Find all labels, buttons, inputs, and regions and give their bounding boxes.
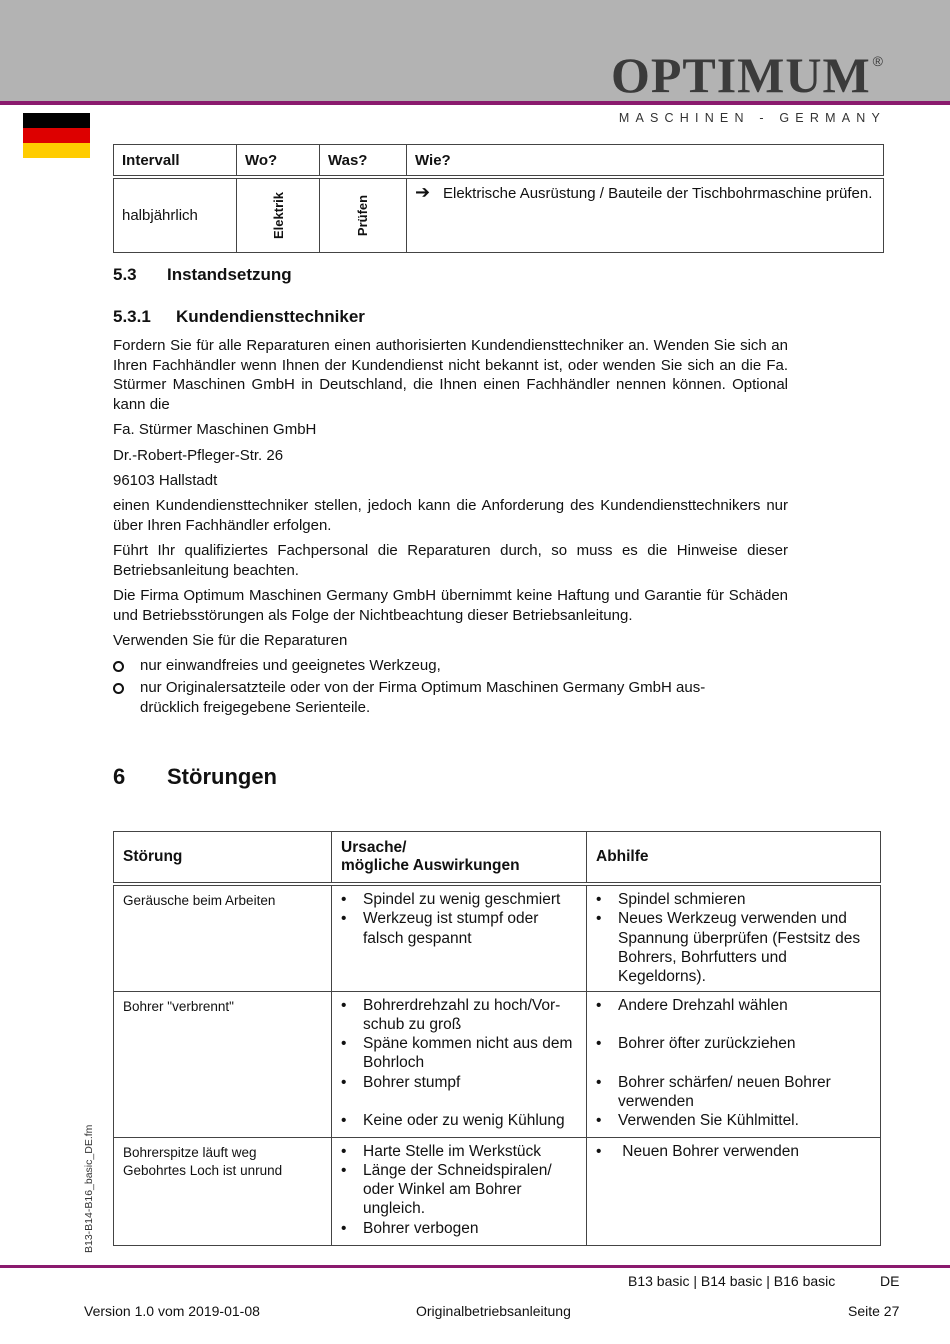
circle-bullet-icon: [113, 683, 124, 694]
cell-abhilfe: [587, 991, 881, 1137]
cell-ursache: [332, 884, 587, 991]
list-item: • Spindel schmieren: [596, 890, 871, 909]
footer-version: Version 1.0 vom 2019-01-08: [84, 1303, 260, 1319]
german-flag-icon: [23, 113, 90, 158]
circle-bullet-icon: [113, 661, 124, 672]
list-item: • Andere Drehzahl wählen: [596, 996, 871, 1015]
table-row: [114, 884, 881, 991]
col-header-was: Was?: [320, 145, 407, 178]
footer-language: DE: [880, 1273, 900, 1289]
page-number: Seite 27: [848, 1303, 900, 1319]
cell-ursache: [332, 1137, 587, 1245]
arrow-right-icon: ➔: [415, 182, 431, 202]
table-row: [114, 1137, 881, 1245]
cell-stoerung: Bohrerspitze läuft weg Gebohrtes Loch ist unrund: [114, 1137, 332, 1245]
paragraph-repairs: Verwenden Sie für die Reparaturen: [113, 632, 348, 649]
cell-intervall: halbjährlich: [114, 177, 237, 253]
file-name-label: B13-B14-B16_basic_DE.fm: [83, 1124, 95, 1253]
list-item: • Späne kommen nicht aus dem Bohrloch: [341, 1034, 577, 1073]
paragraph-technician: einen Kundendiensttechniker stellen, jedoch kann die Anforderung des Kundendiensttechnikers nur über Ihren Fachhändler erfolgen.: [113, 497, 788, 534]
cell-ursache: [332, 991, 587, 1137]
list-item: • Neues Werkzeug verwenden und Spannung überprüfen (Festsitz des Bohrers, Bohrfutters und Kegeldorns).: [596, 909, 871, 986]
list-item: • Spindel zu wenig geschmiert: [341, 890, 577, 909]
col-header-intervall: Intervall: [114, 145, 237, 178]
section-heading-5-3-1: 5.3.1 Kundendiensttechniker: [113, 307, 365, 326]
list-item: • Bohrer verbogen: [341, 1219, 577, 1238]
list-item: • Bohrer stumpf: [341, 1073, 577, 1092]
fault-table: [113, 831, 881, 1246]
cell-wo: Elektrik: [237, 177, 320, 253]
list-item: • Keine oder zu wenig Kühlung: [341, 1111, 577, 1130]
col-header-ursache: Ursache/ mögliche Auswirkungen: [332, 832, 587, 885]
list-item: • Harte Stelle im Werkstück: [341, 1142, 577, 1161]
list-item: • Verwenden Sie Kühlmittel.: [596, 1111, 871, 1130]
brand-subtitle: MASCHINEN - GERMANY: [618, 111, 886, 125]
list-item: • Werkzeug ist stumpf oder falsch gespannt: [341, 909, 577, 948]
cell-stoerung: Geräusche beim Arbeiten: [114, 884, 332, 991]
section-heading-6: 6 Störungen: [113, 764, 277, 789]
footer-rule: [0, 1265, 950, 1268]
cell-wie: ➔ Elektrische Ausrüstung / Bauteile der Tischbohrmaschine prüfen.: [407, 177, 884, 253]
col-header-wie: Wie?: [407, 145, 884, 178]
cell-was: Prüfen: [320, 177, 407, 253]
footer-doc-type: Originalbetriebsanleitung: [416, 1303, 571, 1319]
cell-abhilfe: [587, 1137, 881, 1245]
address-line-company: Fa. Stürmer Maschinen GmbH: [113, 421, 317, 438]
table-row: [114, 991, 881, 1137]
brand-logo: OPTIMUM ®: [610, 47, 884, 103]
col-header-stoerung: Störung: [114, 832, 332, 885]
col-header-wo: Wo?: [237, 145, 320, 178]
maintenance-table: [113, 144, 884, 253]
footer-models: B13 basic | B14 basic | B16 basic: [628, 1273, 836, 1289]
list-item: • Länge der Schneidspiralen/ oder Winkel am Bohrer ungleich.: [341, 1161, 577, 1219]
address-line-street: Dr.-Robert-Pfleger-Str. 26: [113, 447, 284, 464]
cell-stoerung: Bohrer "verbrennt": [114, 991, 332, 1137]
section-heading-5-3: 5.3 Instandsetzung: [113, 265, 292, 284]
list-item: • Neuen Bohrer verwenden: [596, 1142, 871, 1161]
address-line-city: 96103 Hallstadt: [113, 472, 218, 489]
cell-abhilfe: [587, 884, 881, 991]
list-item: • Bohrer schärfen/ neuen Bohrer verwenden: [596, 1073, 871, 1112]
list-item: • Bohrer öfter zurückziehen: [596, 1034, 871, 1053]
list-item: • Bohrerdrehzahl zu hoch/Vorschub zu groß: [341, 996, 577, 1035]
paragraph-liability: Die Firma Optimum Maschinen Germany GmbH übernimmt keine Haftung und Garantie für Schäden und Betriebsstörungen als Folge der Nichtbeachtung dieser Betriebsanleitung.: [113, 587, 788, 624]
col-header-abhilfe: Abhilfe: [587, 832, 881, 885]
table-row: [114, 177, 884, 253]
paragraph-service: Fordern Sie für alle Reparaturen einen authorisierten Kundendiensttechniker an. Wenden Sie sich an Ihren Fachhändler wenn Ihnen der Kundendienst nicht bekannt ist, oder wenden Sie sich an die Fa. Stürmer Maschinen GmbH in Deutschland, die Ihnen einen Fachhändler nennen können. Optional kann die: [113, 337, 788, 413]
paragraph-qualified: Führt Ihr qualifiziertes Fachpersonal die Reparaturen durch, so muss es die Hinweise dieser Betriebsanleitung beachten.: [113, 542, 788, 579]
